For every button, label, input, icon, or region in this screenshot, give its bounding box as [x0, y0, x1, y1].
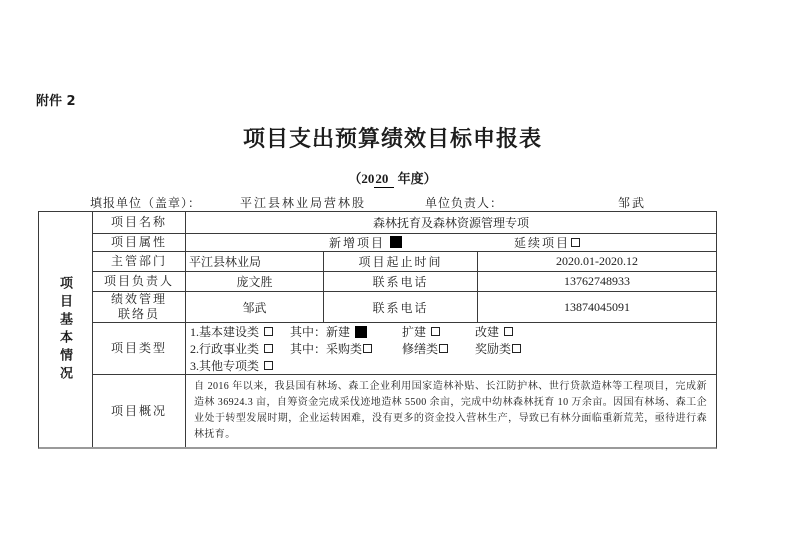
option-procurement [290, 340, 402, 357]
section-label: 项目基本情况 [58, 275, 73, 384]
year-filled-value: 20 [374, 171, 394, 188]
checkbox-new-project[interactable] [390, 236, 402, 248]
option-other-special [190, 357, 273, 374]
option-reward [475, 340, 521, 357]
project-attr-options [186, 234, 716, 252]
liaison-value: 邹武 [186, 292, 324, 322]
leader-phone-value: 13762748933 [564, 274, 630, 289]
page-title: 项目支出预算绩效目标申报表 [242, 127, 542, 152]
option-new-build [290, 323, 402, 340]
row-project-name [93, 212, 716, 234]
row-project-type [93, 323, 716, 375]
row-dept [93, 252, 716, 272]
option-basic-construction [190, 323, 290, 340]
dept-value: 平江县林业局 [186, 252, 324, 271]
checkbox-rebuild[interactable] [504, 327, 513, 336]
option-continue-project-label: 延续项目 [514, 235, 571, 250]
year-close: 年度） [397, 171, 437, 186]
type-line-1 [190, 323, 716, 340]
leader-value: 庞文胜 [186, 272, 324, 291]
liaison-phone-label: 联系电话 [324, 292, 478, 322]
option-new-project-label: 新增项目 [329, 235, 386, 250]
checkbox-continue-project[interactable] [571, 238, 580, 247]
dept-label: 主管部门 [93, 252, 186, 271]
option-rebuild-label: 改建 [475, 325, 500, 339]
type-line-2 [190, 340, 716, 357]
option-continue-project [514, 234, 580, 251]
option-repair-label: 修缮类 [402, 342, 439, 356]
fill-unit-label: 填报单位（盖章）： [90, 196, 202, 210]
unit-head-label: 单位负责人： [425, 196, 504, 210]
checkbox-reward[interactable] [512, 344, 521, 353]
year-open: （20 [348, 171, 375, 186]
overview-value: 自 2016 年以来，我县国有林场、森工企业利用国家造林补贴、长江防护林、世行贷款造林等工程项目，完成新造林 36924.3 亩，自筹资金完成采伐迹地造林 5500 余亩，完成中幼林森林抚育 10 万余亩。因国有林场、森工企业处于转型发展时期，企业运转困难，没有更多的资金投入营林生产，导致已有林分面临重新荒芜，亟待进行森林抚育。 [194, 381, 707, 440]
leader-phone-label: 联系电话 [324, 272, 478, 291]
option-repair [402, 340, 475, 357]
option-new-project [329, 234, 402, 251]
row-liaison [93, 292, 716, 323]
option-basic-construction-label: 1.基本建设类 [190, 325, 260, 339]
project-attr-label: 项目属性 [93, 234, 186, 252]
project-type-options [186, 323, 716, 374]
leader-label: 项目负责人 [93, 272, 186, 291]
option-expand-label: 扩建 [402, 325, 427, 339]
option-other-special-label: 3.其他专项类 [190, 359, 260, 373]
overview-value-cell [186, 375, 716, 447]
checkbox-other-special[interactable] [264, 361, 273, 370]
basic-info-table [38, 211, 717, 449]
checkbox-expand[interactable] [431, 327, 440, 336]
option-admin-label: 2.行政事业类 [190, 342, 260, 356]
checkbox-new-build[interactable] [355, 326, 367, 338]
type-line-3 [190, 357, 716, 374]
checkbox-procurement[interactable] [363, 344, 372, 353]
project-name-label: 项目名称 [93, 212, 186, 233]
attachment-label: 附件 2 [36, 94, 76, 109]
checkbox-basic-construction[interactable] [264, 327, 273, 336]
checkbox-admin[interactable] [264, 344, 273, 353]
liaison-label [93, 292, 186, 322]
option-admin [190, 340, 290, 357]
project-period-value: 2020.01-2020.12 [556, 254, 638, 269]
fill-unit-value: 平江县林业局营林股 [240, 196, 367, 210]
project-period-label: 项目起止时间 [324, 252, 478, 271]
year-line [0, 168, 785, 187]
project-name-value: 森林抚育及森林资源管理专项 [372, 215, 529, 230]
option-reward-label: 奖励类 [475, 342, 512, 356]
section-basic-info [39, 212, 93, 447]
liaison-label-line2: 联络员 [117, 307, 160, 321]
row-leader [93, 272, 716, 292]
unit-head-value: 邹武 [618, 196, 647, 210]
liaison-label-line1: 绩效管理 [110, 292, 167, 306]
option-new-build-label: 其中：新建 [290, 325, 351, 339]
option-expand [402, 323, 475, 340]
option-procurement-label: 其中：采购类 [290, 342, 363, 356]
liaison-phone-value: 13874045091 [564, 299, 630, 314]
row-project-attr [93, 234, 716, 253]
checkbox-repair[interactable] [439, 344, 448, 353]
overview-label: 项目概况 [93, 375, 186, 447]
row-overview [93, 375, 716, 447]
project-type-label: 项目类型 [93, 323, 186, 374]
option-rebuild [475, 323, 513, 340]
